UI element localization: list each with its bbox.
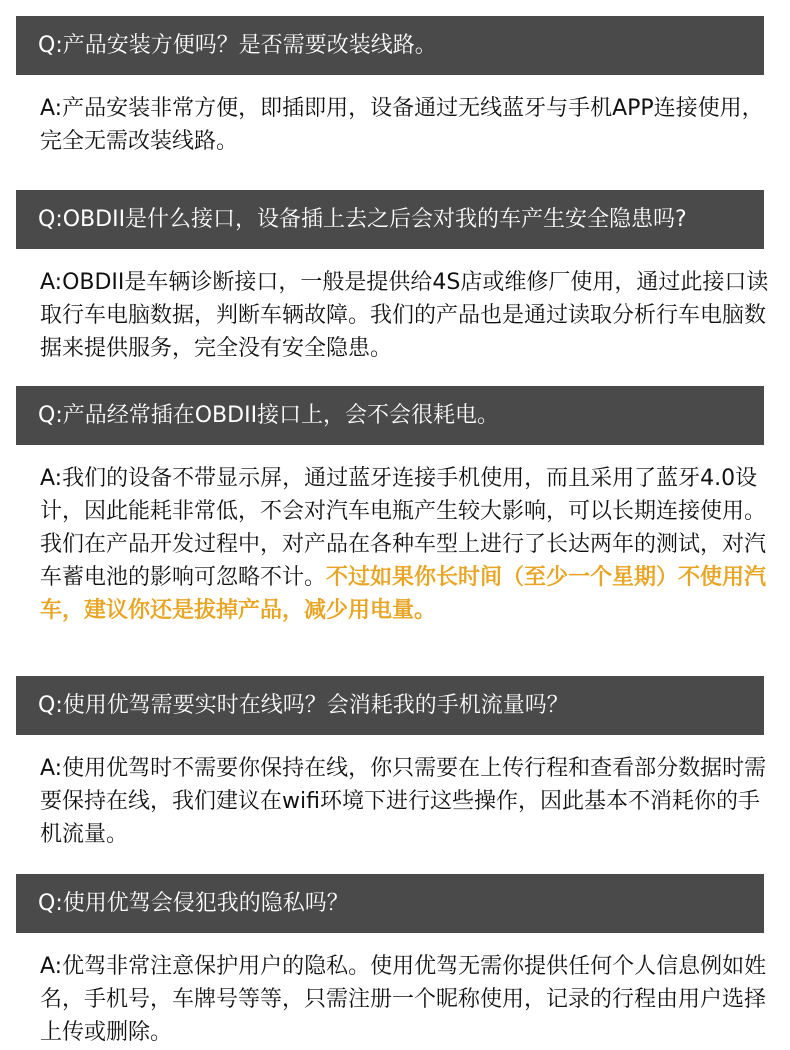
faq-question-5: Q:使用优驾会侵犯我的隐私吗？ <box>16 874 764 933</box>
faq-answer-3 <box>40 462 770 627</box>
faq-answer-3-highlight: 不过如果你长时间（至少一个星期）不使用汽车，建议你还是拔掉产品，减少用电量。 <box>40 565 767 623</box>
faq-question-4: Q:使用优驾需要实时在线吗？会消耗我的手机流量吗？ <box>16 676 764 735</box>
faq-answer-3-text: A:我们的设备不带显示屏，通过蓝牙连接手机使用，而且采用了蓝牙4.0设计，因此能耗非常低，不会对汽车电瓶产生较大影响，可以长期连接使用。我们在产品开发过程中，对产品在各种车型上进行了长达两年的测试，对汽车蓄电池的影响可忽略不计。 <box>40 466 767 590</box>
faq-answer-5: A:优驾非常注意保护用户的隐私。使用优驾无需你提供任何个人信息例如姓名，手机号，车牌号等等，只需注册一个昵称使用，记录的行程由用户选择上传或删除。 <box>40 954 767 1045</box>
faq-answer-1: A:产品安装非常方便，即插即用，设备通过无线蓝牙与手机APP连接使用，完全无需改装线路。 <box>40 96 764 154</box>
faq-answer-4: A:使用优驾时不需要你保持在线，你只需要在上传行程和查看部分数据时需要保持在线，我们建议在wifi环境下进行这些操作，因此基本不消耗你的手机流量。 <box>40 756 767 847</box>
faq-question-3: Q:产品经常插在OBDII接口上，会不会很耗电。 <box>16 386 764 445</box>
faq-question-2: Q:OBDII是什么接口，设备插上去之后会对我的车产生安全隐患吗? <box>16 190 764 249</box>
faq-question-1: Q:产品安装方便吗？是否需要改装线路。 <box>16 16 764 75</box>
faq-answer-2: A:OBDII是车辆诊断接口，一般是提供给4S店或维修厂使用，通过此接口读取行车电脑数据，判断车辆故障。我们的产品也是通过读取分析行车电脑数据来提供服务，完全没有安全隐患。 <box>40 270 769 361</box>
